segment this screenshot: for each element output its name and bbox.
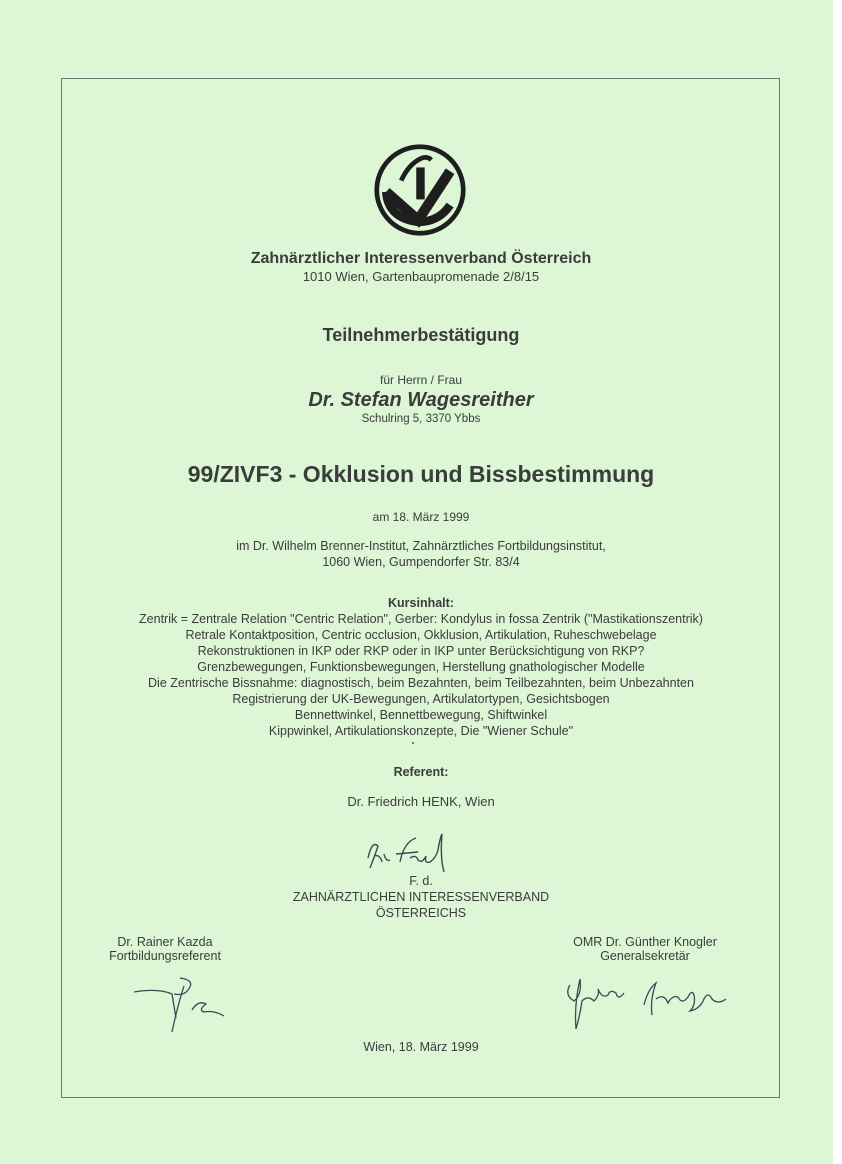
- signatory-left-name: Dr. Rainer Kazda: [117, 935, 213, 949]
- course-venue-line1: im Dr. Wilhelm Brenner-Institut, Zahnärztliches Fortbildungsinstitut,: [236, 539, 606, 553]
- signatory-left-role: Fortbildungsreferent: [109, 949, 221, 963]
- course-venue-line2: 1060 Wien, Gumpendorfer Str. 83/4: [322, 555, 520, 569]
- content-line: Registrierung der UK-Bewegungen, Artikulatortypen, Gesichtsbogen: [232, 692, 610, 706]
- on-behalf-prefix: F. d.: [409, 874, 433, 888]
- on-behalf-org-line1: ZAHNÄRZTLICHEN INTERESSENVERBAND: [292, 890, 550, 904]
- content-line: Grenzbewegungen, Funktionsbewegungen, Herstellung gnathologischer Modelle: [197, 660, 645, 674]
- recipient-address: Schulring 5, 3370 Ybbs: [361, 413, 481, 425]
- course-title: 99/ZIVF3 - Okklusion und Bissbestimmung: [187, 461, 655, 487]
- organization-name: Zahnärztlicher Interessenverband Österreich: [250, 250, 592, 267]
- content-line: Rekonstruktionen in IKP oder RKP oder in IKP unter Berücksichtigung von RKP?: [197, 644, 645, 658]
- ziv-emblem-icon: [373, 143, 467, 237]
- stray-dot: [412, 742, 414, 744]
- content-line: Kippwinkel, Artikulationskonzepte, Die "Wiener Schule": [268, 724, 574, 738]
- on-behalf-org-line2: ÖSTERREICHS: [375, 906, 467, 920]
- signatory-right-role: Generalsekretär: [600, 949, 690, 963]
- content-line: Die Zentrische Bissnahme: diagnostisch, beim Bezahnten, beim Teilbezahnten, beim Unbezahnten: [148, 676, 694, 690]
- content-line: Zentrik = Zentrale Relation "Centric Relation", Gerber: Kondylus in fossa Zentrik ("Mastikationszentrik): [139, 612, 703, 626]
- place-and-date: Wien, 18. März 1999: [363, 1040, 479, 1054]
- recipient-name: Dr. Stefan Wagesreither: [308, 389, 534, 411]
- content-line: Retrale Kontaktposition, Centric occlusion, Okklusion, Artikulation, Ruheschwebelage: [185, 628, 657, 642]
- referent-signature: [360, 828, 470, 878]
- referent-heading: Referent:: [393, 765, 449, 779]
- signatory-right-signature: [560, 965, 730, 1035]
- signatory-left-signature: [128, 970, 238, 1040]
- signatory-right: [555, 935, 735, 963]
- signatory-left: [95, 935, 235, 963]
- content-heading: Kursinhalt:: [388, 596, 454, 610]
- referent-name: Dr. Friedrich HENK, Wien: [347, 794, 495, 809]
- signatory-right-name: OMR Dr. Günther Knogler: [573, 935, 717, 949]
- content-line: Bennettwinkel, Bennettbewegung, Shiftwinkel: [294, 708, 548, 722]
- course-date: am 18. März 1999: [372, 510, 470, 524]
- organization-address: 1010 Wien, Gartenbaupromenade 2/8/15: [302, 269, 540, 284]
- recipient-salutation: für Herrn / Frau: [379, 373, 463, 387]
- document-title: Teilnehmerbestätigung: [322, 325, 520, 345]
